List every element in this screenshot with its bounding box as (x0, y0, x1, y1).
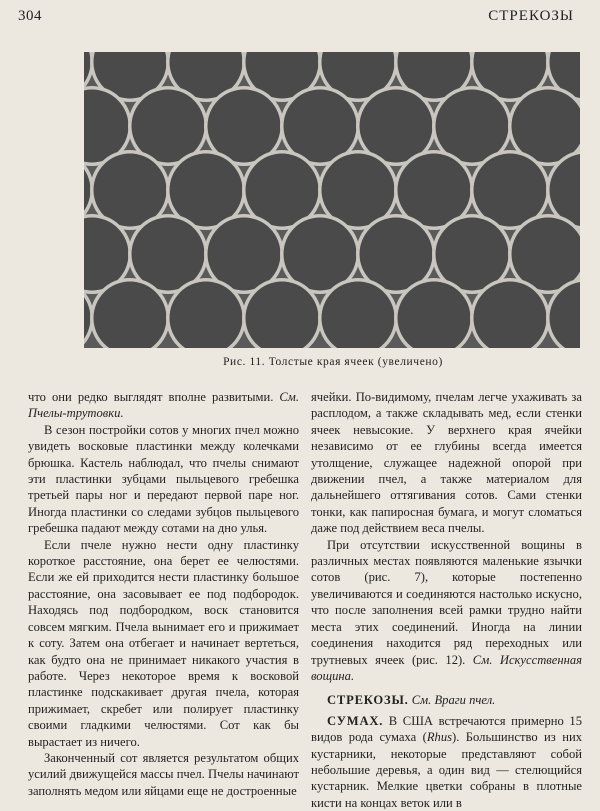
figure-caption: Рис. 11. Толстые края ячеек (увеличено) (223, 356, 443, 368)
honeycomb-cell (474, 154, 547, 227)
paragraph-p1 (28, 389, 299, 422)
honeycomb-cell (436, 90, 509, 163)
paragraph-p6 (311, 537, 582, 685)
text-run: ячейки. По-видимому, пчелам легче ухаживать за расплодом, а также складывать мед, если стенки ячеек невысокие. У верхнего края ячейки независимо от ее глубины всегда имеется утолщение, служащее надежной опорой при движении пчел, а также материалом для дальнейшего оттягивания сотов. Сами стенки тонки, как папиросная бумага, и могут сломаться даже под действием веса пчелы. (311, 390, 582, 536)
left-text-column (28, 389, 299, 799)
paragraph-p3 (28, 537, 299, 750)
right-text-column (311, 389, 582, 811)
honeycomb-cell (246, 154, 319, 227)
text-run: При отсутствии искусственной вощины в различных местах появляются маленькие язычки сотов (рис. 7), которые постепенно увеличиваются и соединяются настолько искусно, что после заполнения всей рамки трудно найти места этих соединений. Иногда на линии соединения находится ряд переходных или трутневых ячеек (рис. 12). (311, 537, 582, 667)
text-run: См. Враги пчел. (411, 693, 496, 708)
paragraph-p2 (28, 422, 299, 537)
honeycomb-cells-image (84, 52, 580, 348)
text-run: См. Пчелы-трутовки. (28, 390, 299, 421)
text-run: ). Большинство из них кустарники, некоторые представляют собой небольшие деревья, а один вид — стелющийся кустарник. Мелкие цветки собраны в плотные кисти на концах веток или в (311, 730, 582, 810)
text-run: СТРЕКОЗЫ. (327, 693, 409, 708)
honeycomb-cell (94, 154, 167, 227)
honeycomb-cell (284, 90, 357, 163)
text-run: Если пчеле нужно нести одну пластинку короткое расстояние, она берет ее челюстями. Если же ей приходится нести пластинку большое расстояние, она засовывает ее под подбородок. Находясь под подбородком, воск становится совсем мягким. Пчела вынимает его и прижимает к соту. Затем она отбегает и начинает вертеться, как будто она не принимает никакого участия в работе. Через некоторое время к восковой пластинке подскакивает другая пчела, которая прижимает, скребет или полирует пластинку своими гладкими челюстями. Сот как бы вырастает из ничего. (28, 537, 299, 749)
honeycomb-cell (360, 218, 433, 291)
text-run: В сезон постройки сотов у многих пчел можно увидеть восковые пластинки между колечками брюшка. Кастель наблюдал, что пчелы снимают эти пластинки зубцами пыльцевого гребешка третьей пары ног и передают первой паре ног. Иногда пластинки со следами зубцов пыльцевого гребешка падают между сотами на дно улья. (28, 422, 299, 536)
honeycomb-cell (208, 90, 281, 163)
page-header (18, 8, 574, 30)
honeycomb-cell (208, 218, 281, 291)
text-run: СУМАХ. (327, 713, 384, 728)
paragraph-p5 (311, 389, 582, 537)
text-run: Rhus (426, 730, 453, 745)
honeycomb-cell (322, 154, 395, 227)
paragraph-p7 (311, 692, 582, 708)
text-run: В США встречаются примерно 15 видов рода сумаха ( (311, 713, 582, 745)
honeycomb-cell (360, 90, 433, 163)
honeycomb-cell (436, 218, 509, 291)
honeycomb-cell (284, 218, 357, 291)
text-run: что они редко выглядят вполне развитыми. (28, 390, 280, 404)
text-run: Законченный сот является результатом общих усилий движущейся массы пчел. Пчелы начинают заполнять медом или яйцами еще не достроенные (28, 750, 299, 798)
honeycomb-cell (132, 218, 205, 291)
honeycomb-cell (132, 90, 205, 163)
text-run: См. Искусственная вощина. (311, 652, 582, 683)
honeycomb-photo (84, 52, 580, 348)
honeycomb-cell (398, 154, 471, 227)
running-title: СТРЕКОЗЫ (488, 8, 574, 24)
paragraph-p4 (28, 750, 299, 799)
page-number: 304 (18, 8, 42, 24)
paragraph-p8 (311, 713, 582, 811)
honeycomb-cell (170, 154, 243, 227)
